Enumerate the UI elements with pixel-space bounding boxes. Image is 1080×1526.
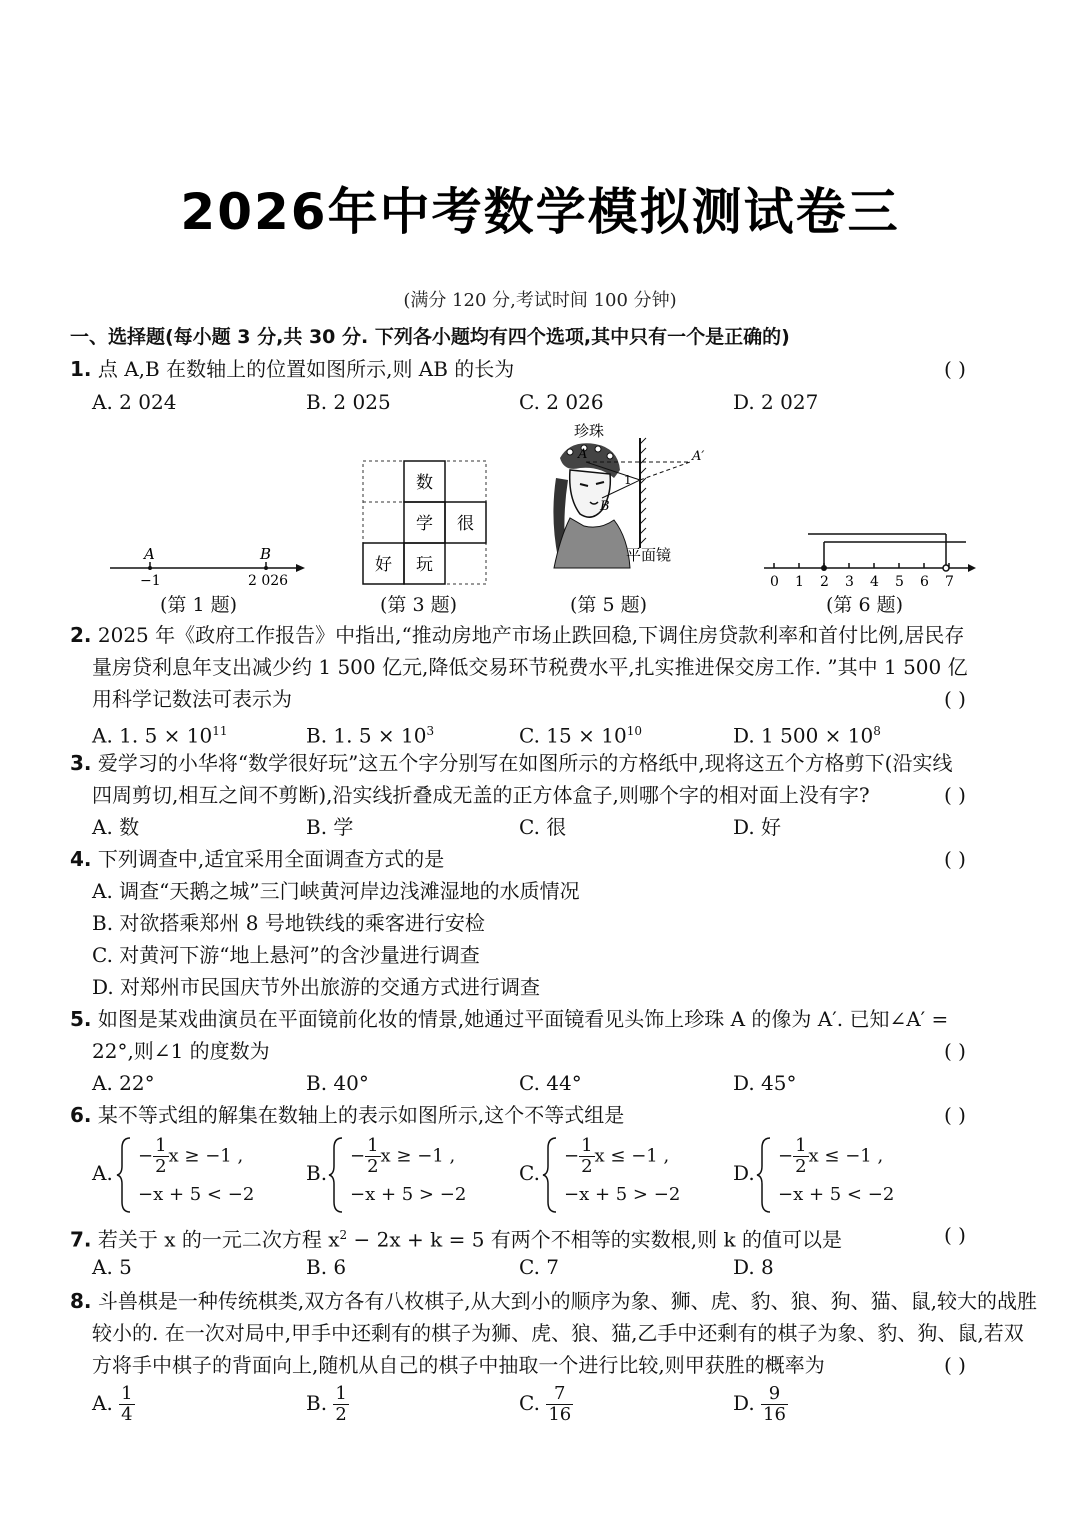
option-b-exponent: 3 bbox=[426, 724, 435, 738]
sign: − bbox=[350, 1145, 366, 1167]
answer-blank: ( ) bbox=[944, 687, 966, 711]
question-number: 7. bbox=[70, 1227, 92, 1252]
option-b-base: B. 1. 5 × 10 bbox=[306, 723, 427, 748]
option-d: D. 对郑州市民国庆节外出旅游的交通方式进行调查 bbox=[92, 975, 541, 999]
question-text-line-3: 用科学记数法可表示为 bbox=[92, 687, 292, 711]
question-text-line-3: 方将手中棋子的背面向上,随机从自己的棋子中抽取一个进行比较,则甲获胜的概率为 bbox=[92, 1353, 825, 1377]
answer-blank: ( ) bbox=[944, 783, 966, 807]
denominator: 2 bbox=[367, 1156, 379, 1177]
grid-cell-5: 玩 bbox=[416, 555, 433, 575]
option-b: B. 6 bbox=[306, 1255, 347, 1279]
grid-cell-1: 数 bbox=[416, 473, 433, 493]
grid-cell-3: 很 bbox=[457, 514, 474, 534]
denominator: 4 bbox=[121, 1404, 133, 1425]
sign: − bbox=[564, 1145, 580, 1167]
question-text: 点 A,B 在数轴上的位置如图所示,则 AB 的长为 bbox=[97, 357, 515, 381]
option-d: D. 好 bbox=[733, 815, 782, 839]
option-b: B. 40° bbox=[306, 1071, 369, 1095]
denominator: 2 bbox=[335, 1404, 347, 1425]
question-3 bbox=[70, 750, 952, 776]
question-number: 1. bbox=[70, 357, 92, 381]
option-c-exponent: 10 bbox=[626, 724, 642, 738]
question-text-line-1: 2025 年《政府工作报告》中指出,“推动房地产市场止跌回稳,下调住房贷款利率和首付比例,居民存 bbox=[97, 623, 965, 647]
option-d bbox=[733, 1384, 788, 1425]
option-c: C. 对黄河下游“地上悬河”的含沙量进行调查 bbox=[92, 943, 480, 967]
answer-blank: ( ) bbox=[944, 1103, 966, 1127]
inequality-1: x ≥ −1 , bbox=[168, 1145, 244, 1167]
point-a-label: A bbox=[578, 447, 588, 462]
question-5 bbox=[70, 1006, 948, 1032]
option-d-system bbox=[756, 1136, 946, 1216]
point-a-prime-label: A′ bbox=[692, 449, 705, 464]
numerator: 1 bbox=[121, 1383, 133, 1404]
question-number: 5. bbox=[70, 1007, 92, 1031]
question-text-a: 若关于 x 的一元二次方程 x bbox=[97, 1227, 340, 1252]
grid-cell-4: 好 bbox=[375, 555, 392, 575]
option-c: C. 2 026 bbox=[519, 390, 604, 414]
question-text-line-2: 较小的. 在一次对局中,甲手中还剩有的棋子为狮、虎、狼、猫,乙手中还剩有的棋子为象、豹、狗、鼠,若双 bbox=[92, 1321, 1024, 1345]
answer-blank: ( ) bbox=[944, 1223, 966, 1247]
section-heading: 一、选择题(每小题 3 分,共 30 分. 下列各小题均有四个选项,其中只有一个是正确的) bbox=[70, 326, 790, 348]
inequality-1: x ≤ −1 , bbox=[594, 1145, 670, 1167]
fraction bbox=[333, 1384, 348, 1425]
tick-label: 1 bbox=[795, 574, 804, 590]
inequality-1: x ≥ −1 , bbox=[380, 1145, 456, 1167]
option-c-base: C. 15 × 10 bbox=[519, 723, 627, 748]
answer-blank: ( ) bbox=[944, 847, 966, 871]
denominator: 2 bbox=[581, 1156, 593, 1177]
point-a-label: A bbox=[144, 545, 155, 563]
fraction bbox=[761, 1384, 788, 1425]
fraction bbox=[153, 1136, 168, 1177]
numerator: 1 bbox=[581, 1135, 593, 1156]
denominator: 2 bbox=[795, 1156, 807, 1177]
numerator: 9 bbox=[761, 1384, 788, 1405]
option-a: A. 2 024 bbox=[92, 390, 177, 414]
option-a-base: A. 1. 5 × 10 bbox=[92, 723, 213, 748]
question-6 bbox=[70, 1102, 624, 1128]
option-b: B. 对欲搭乘郑州 8 号地铁线的乘客进行安检 bbox=[92, 911, 485, 935]
option-a-label: A. bbox=[92, 1161, 113, 1185]
question-text-line-2: 量房贷利息年支出减少约 1 500 亿元,降低交易环节税费水平,扎实推进保交房工作. ”其中 1 500 亿 bbox=[92, 655, 968, 679]
tick-label-a: −1 bbox=[140, 573, 161, 589]
option-d-exponent: 8 bbox=[873, 724, 881, 738]
grid-cell-2: 学 bbox=[416, 514, 433, 534]
option-b: B. 学 bbox=[306, 815, 354, 839]
question-7 bbox=[70, 1222, 842, 1253]
figure-5-caption: (第 5 题) bbox=[570, 594, 647, 616]
numerator: 1 bbox=[335, 1383, 347, 1404]
question-text-line-1: 如图是某戏曲演员在平面镜前化妆的情景,她通过平面镜看见头饰上珍珠 A 的像为 A′. 已知∠A′ = bbox=[97, 1007, 949, 1031]
question-text-line-1: 斗兽棋是一种传统棋类,双方各有八枚棋子,从大到小的顺序为象、狮、虎、豹、狼、狗、猫、鼠,较大的战胜 bbox=[97, 1289, 1037, 1313]
inequality-2: −x + 5 < −2 bbox=[778, 1184, 895, 1205]
option-a-system bbox=[116, 1136, 306, 1216]
mirror-label: 平面镜 bbox=[626, 546, 672, 564]
option-label: B. bbox=[306, 1391, 328, 1415]
option-b: B. 2 025 bbox=[306, 390, 391, 414]
figure-5-mirror-scene bbox=[540, 418, 720, 588]
question-number: 2. bbox=[70, 623, 92, 647]
solid-endpoint bbox=[821, 565, 827, 571]
question-8 bbox=[70, 1288, 1037, 1314]
figure-3-caption: (第 3 题) bbox=[380, 594, 457, 616]
answer-blank: ( ) bbox=[944, 357, 966, 381]
option-c bbox=[519, 1384, 573, 1425]
tick-label: 0 bbox=[770, 574, 779, 590]
question-text: 下列调查中,适宜采用全面调查方式的是 bbox=[97, 847, 445, 871]
question-number: 3. bbox=[70, 751, 92, 775]
option-label: C. bbox=[519, 1391, 540, 1415]
fraction bbox=[546, 1384, 573, 1425]
question-number: 6. bbox=[70, 1103, 92, 1127]
point-b-label: B bbox=[260, 545, 272, 563]
tick-marks bbox=[770, 563, 954, 590]
option-a: A. 数 bbox=[92, 815, 140, 839]
option-label: D. bbox=[733, 1391, 755, 1415]
option-d-base: D. 1 500 × 10 bbox=[733, 723, 874, 748]
option-a: A. 22° bbox=[92, 1071, 155, 1095]
option-a bbox=[92, 718, 228, 749]
sign: − bbox=[138, 1145, 154, 1167]
tick-label: 3 bbox=[845, 574, 854, 590]
open-endpoint bbox=[943, 565, 949, 571]
option-d: D. 45° bbox=[733, 1071, 797, 1095]
question-2 bbox=[70, 622, 964, 648]
option-c: C. 7 bbox=[519, 1255, 560, 1279]
question-text-line-2: 四周剪切,相互之间不剪断),沿实线折叠成无盖的正方体盒子,则哪个字的相对面上没有字? bbox=[92, 783, 870, 807]
question-number: 4. bbox=[70, 847, 92, 871]
option-a: A. 5 bbox=[92, 1255, 132, 1279]
question-1 bbox=[70, 356, 514, 382]
fraction bbox=[365, 1136, 380, 1177]
answer-blank: ( ) bbox=[944, 1039, 966, 1063]
question-text-b: − 2x + k = 5 有两个不相等的实数根,则 k 的值可以是 bbox=[347, 1227, 842, 1252]
denominator: 16 bbox=[548, 1404, 572, 1425]
exponent: 2 bbox=[339, 1228, 348, 1242]
option-a: A. 调查“天鹅之城”三门峡黄河岸边浅滩湿地的水质情况 bbox=[92, 879, 580, 903]
option-a-exponent: 11 bbox=[212, 724, 228, 738]
numerator: 1 bbox=[367, 1135, 379, 1156]
angle-1-label: 1 bbox=[624, 473, 632, 487]
option-c: C. 44° bbox=[519, 1071, 582, 1095]
option-c bbox=[519, 718, 642, 749]
question-number: 8. bbox=[70, 1289, 92, 1313]
option-d bbox=[733, 718, 881, 749]
fraction bbox=[119, 1384, 134, 1425]
fraction bbox=[793, 1136, 808, 1177]
inequality-1: x ≤ −1 , bbox=[808, 1145, 884, 1167]
tick-label: 4 bbox=[870, 574, 879, 590]
option-b-label: B. bbox=[306, 1161, 328, 1185]
point-b-label: B bbox=[600, 499, 610, 514]
inequality-2: −x + 5 < −2 bbox=[138, 1184, 255, 1205]
tick-label: 7 bbox=[945, 574, 954, 590]
numerator: 1 bbox=[155, 1135, 167, 1156]
option-b bbox=[306, 718, 434, 749]
exam-info: (满分 120 分,考试时间 100 分钟) bbox=[403, 290, 677, 311]
sign: − bbox=[778, 1145, 794, 1167]
option-c-system bbox=[542, 1136, 732, 1216]
tick-label: 2 bbox=[820, 574, 829, 590]
denominator: 16 bbox=[763, 1404, 786, 1425]
option-a bbox=[92, 1384, 135, 1425]
question-text-line-1: 爱学习的小华将“数学很好玩”这五个字分别写在如图所示的方格纸中,现将这五个方格剪下(沿实线 bbox=[97, 751, 953, 775]
pearl-label: 珍珠 bbox=[574, 422, 605, 440]
option-b bbox=[306, 1384, 349, 1425]
figure-6-caption: (第 6 题) bbox=[826, 594, 903, 616]
page-title: 2026年中考数学模拟测试卷三 bbox=[180, 183, 900, 241]
option-d: D. 2 027 bbox=[733, 390, 819, 414]
question-text-line-2: 22°,则∠1 的度数为 bbox=[92, 1039, 270, 1063]
option-c: C. 很 bbox=[519, 815, 567, 839]
tick-label: 6 bbox=[920, 574, 929, 590]
numerator: 1 bbox=[795, 1135, 807, 1156]
tick-label: 5 bbox=[895, 574, 904, 590]
tick-label-b: 2 026 bbox=[248, 573, 289, 589]
fraction bbox=[579, 1136, 594, 1177]
inequality-2: −x + 5 > −2 bbox=[564, 1184, 681, 1205]
inequality-2: −x + 5 > −2 bbox=[350, 1184, 467, 1205]
option-d: D. 8 bbox=[733, 1255, 774, 1279]
figure-1-caption: (第 1 题) bbox=[160, 594, 237, 616]
option-c-label: C. bbox=[519, 1161, 540, 1185]
figure-3-grid bbox=[360, 458, 490, 588]
question-4 bbox=[70, 846, 444, 872]
performer-illustration bbox=[553, 443, 630, 568]
figure-6-number-line bbox=[760, 528, 980, 590]
figure-1-number-line bbox=[100, 540, 310, 590]
option-d-label: D. bbox=[733, 1161, 755, 1185]
option-label: A. bbox=[92, 1391, 113, 1415]
denominator: 2 bbox=[155, 1156, 167, 1177]
answer-blank: ( ) bbox=[944, 1353, 966, 1377]
question-text: 某不等式组的解集在数轴上的表示如图所示,这个不等式组是 bbox=[97, 1103, 625, 1127]
numerator: 7 bbox=[546, 1384, 573, 1405]
option-b-system bbox=[328, 1136, 518, 1216]
